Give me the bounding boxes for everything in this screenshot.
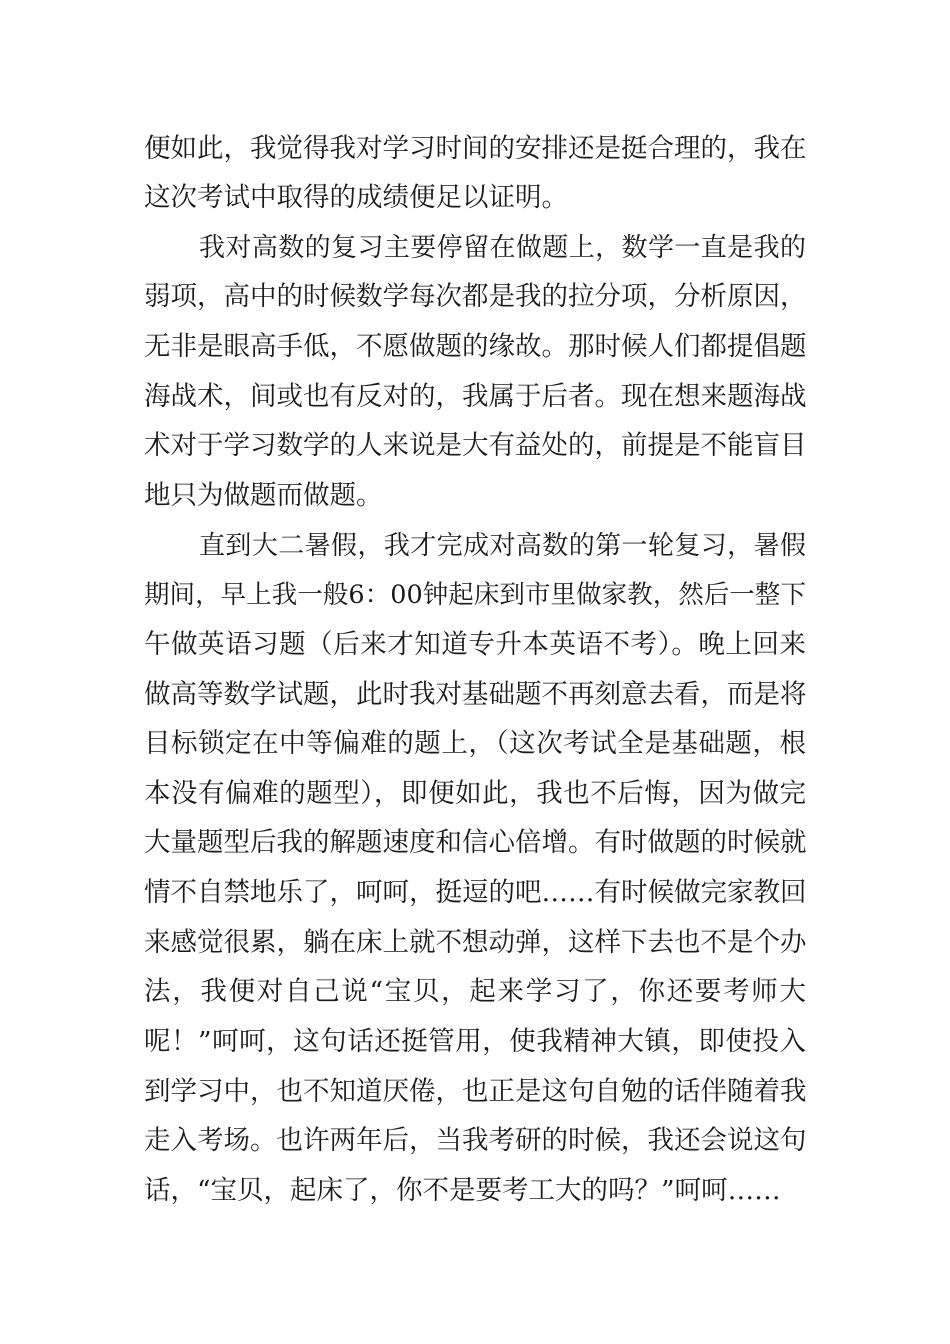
text-line-17: 来感觉很累，躺在床上就不想动弹，这样下去也不是个办 xyxy=(144,927,807,958)
text-line-21: 走入考场。也许两年后，当我考研的时候，我还会说这句 xyxy=(144,1125,807,1156)
text-line-10: 期间，早上我一般6：00钟起床到市里做家教，然后一整下 xyxy=(144,580,806,610)
text-line-20: 到学习中，也不知道厌倦，也正是这句自勉的话伴随着我 xyxy=(144,1076,807,1107)
text-line-13: 目标锁定在中等偏难的题上，（这次考试全是基础题，根 xyxy=(144,728,806,759)
text-line-6: 海战术，间或也有反对的，我属于后者。现在想来题海战 xyxy=(144,381,807,412)
text-line-19: 呢！”呵呵，这句话还挺管用，使我精神大镇，即使投入 xyxy=(144,1026,806,1057)
text-line-22: 话，“宝贝，起床了，你不是要考工大的吗？”呵呵…… xyxy=(144,1175,781,1206)
text-line-9: 直到大二暑假，我才完成对高数的第一轮复习，暑假 xyxy=(199,531,806,561)
text-line-14: 本没有偏难的题型），即便如此，我也不后悔，因为做完 xyxy=(144,778,806,809)
text-line-1: 便如此，我觉得我对学习时间的安排还是挺合理的，我在 xyxy=(144,133,807,164)
text-line-3: 我对高数的复习主要停留在做题上，数学一直是我的 xyxy=(199,233,806,263)
text-line-11: 午做英语习题（后来才知道专升本英语不考）。晚上回来 xyxy=(144,629,806,660)
text-line-15: 大量题型后我的解题速度和信心倍增。有时做题的时候就 xyxy=(144,827,807,858)
text-line-8: 地只为做题而做题。 xyxy=(144,480,383,511)
text-line-2: 这次考试中取得的成绩便足以证明。 xyxy=(144,182,568,213)
text-line-12: 做高等数学试题，此时我对基础题不再刻意去看，而是将 xyxy=(144,679,807,710)
text-line-16: 情不自禁地乐了，呵呵，挺逗的吧……有时候做完家教回 xyxy=(144,877,807,908)
text-line-7: 术对于学习数学的人来说是大有益处的，前提是不能盲目 xyxy=(144,430,807,461)
text-line-18: 法，我便对自己说“宝贝，起来学习了，你还要考师大 xyxy=(144,976,806,1007)
text-line-4: 弱项，高中的时候数学每次都是我的拉分项，分析原因， xyxy=(144,281,807,312)
text-line-5: 无非是眼高手低，不愿做题的缘故。那时候人们都提倡题 xyxy=(144,331,807,362)
